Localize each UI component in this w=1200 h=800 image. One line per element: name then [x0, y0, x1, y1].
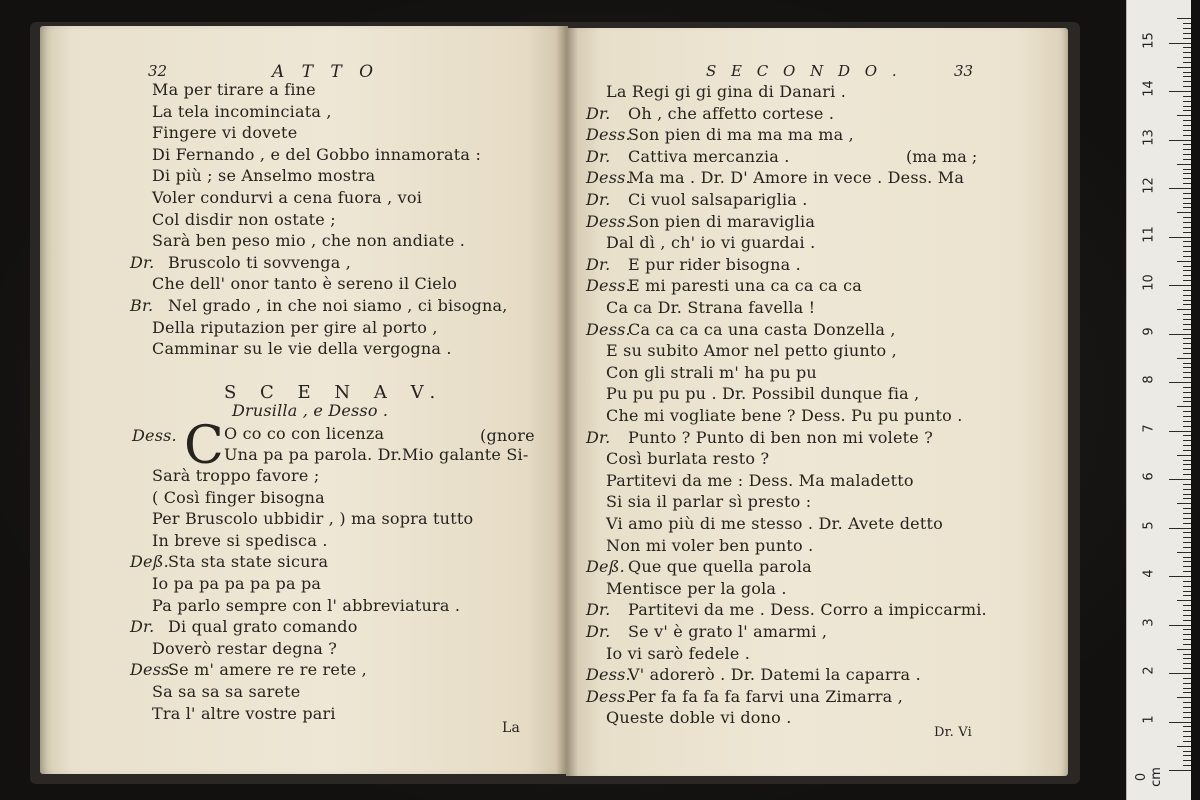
catchword: La: [502, 720, 521, 736]
verse-line: Sarà troppo favore ;: [152, 466, 320, 485]
verse-line-turnover: (ma ma ;: [906, 146, 978, 166]
verse-line: Partitevi da me . Dess. Corro a impiccarmi.: [628, 600, 987, 620]
ruler-label: 9: [1141, 326, 1157, 336]
ruler-tick: [1169, 528, 1191, 529]
ruler-tick: [1183, 169, 1191, 170]
ruler-label: 15: [1141, 31, 1157, 49]
ruler-tick: [1183, 460, 1191, 461]
ruler-tick: [1177, 649, 1191, 650]
ruler-tick: [1183, 586, 1191, 587]
ruler-tick: [1183, 101, 1191, 102]
ruler-label: 14: [1141, 80, 1157, 97]
speaker-label: Br.: [130, 296, 154, 315]
ruler-tick: [1183, 266, 1191, 267]
verse-line: Di Fernando , e del Gobbo innamorata :: [152, 144, 482, 164]
ruler-tick: [1183, 654, 1191, 655]
verse-line-turnover: (gnore: [480, 426, 535, 445]
speaker-label: Deß.: [586, 557, 625, 577]
verse-line: Bruscolo ti sovvenga ,: [168, 252, 352, 272]
verse-line: Di più ; se Anselmo mostra: [152, 166, 376, 186]
verse-line: Ca ca ca ca una casta Donzella ,: [628, 319, 896, 339]
ruler-tick: [1183, 508, 1191, 509]
speaker-label: Dr.: [130, 252, 155, 272]
ruler-tick: [1183, 47, 1191, 48]
verse-line: ( Così finger bisogna: [152, 487, 325, 507]
speaker-label: Dr.: [586, 427, 611, 447]
verse-line: Per Bruscolo ubbidir , ) ma sopra tutto: [152, 509, 474, 529]
speaker-label: Dr.: [586, 254, 611, 274]
ruler-tick: [1183, 144, 1191, 145]
ruler-tick: [1183, 620, 1191, 621]
ruler-label: 10: [1141, 274, 1157, 291]
right-page: [566, 28, 1068, 776]
ruler-tick: [1183, 426, 1191, 427]
running-header: S E C O N D O .: [706, 62, 902, 80]
ruler-tick: [1183, 726, 1191, 727]
ruler-tick: [1183, 765, 1191, 766]
ruler-tick: [1169, 43, 1191, 44]
ruler-label: 8: [1141, 375, 1157, 384]
ruler-tick: [1183, 353, 1191, 354]
verse-line: Sta sta state sicura: [168, 552, 329, 572]
ruler-label: 0 cm: [1134, 767, 1164, 787]
scene-characters: Drusilla , e Desso .: [232, 401, 389, 420]
speaker-label: Dess.: [130, 660, 175, 680]
ruler-tick: [1169, 285, 1191, 286]
verse-line: Oh , che affetto cortese .: [628, 103, 835, 123]
ruler-tick: [1183, 178, 1191, 179]
ruler-tick: [1183, 615, 1191, 616]
verse-line: E mi paresti una ca ca ca ca: [628, 276, 862, 296]
ruler-tick: [1177, 67, 1191, 68]
ruler-tick: [1183, 644, 1191, 645]
verse-line: Mentisce per la gola .: [606, 578, 787, 598]
speaker-label: Dess.: [586, 686, 631, 706]
ruler-tick: [1169, 673, 1191, 674]
ruler-tick: [1183, 135, 1191, 136]
ruler-tick: [1183, 28, 1191, 29]
speaker-label: Dr.: [586, 146, 611, 166]
ruler-tick: [1183, 314, 1191, 315]
ruler-tick: [1177, 746, 1191, 747]
ruler-tick: [1183, 731, 1191, 732]
ruler-label: 7: [1141, 423, 1157, 433]
verse-line: Ma ma . Dr. D' Amore in vece . Dess. Ma: [628, 168, 965, 188]
speaker-label: Dess.: [586, 211, 631, 231]
ruler-tick: [1183, 411, 1191, 412]
ruler-tick: [1183, 304, 1191, 305]
ruler-tick: [1183, 348, 1191, 349]
ruler-tick: [1183, 566, 1191, 567]
ruler-tick: [1183, 498, 1191, 499]
ruler-tick: [1183, 571, 1191, 572]
ruler-tick: [1169, 140, 1191, 141]
ruler-tick: [1183, 523, 1191, 524]
ruler-tick: [1169, 431, 1191, 432]
ruler-tick: [1183, 518, 1191, 519]
ruler-tick: [1183, 377, 1191, 378]
ruler-tick: [1183, 435, 1191, 436]
book-gutter: [556, 26, 578, 776]
ruler-tick: [1183, 329, 1191, 330]
verse-line: O co co con licenza: [224, 424, 385, 443]
ruler-tick: [1183, 372, 1191, 373]
verse-line: Se m' amere re re rete ,: [168, 660, 367, 680]
ruler-tick: [1183, 227, 1191, 228]
ruler-tick: [1183, 397, 1191, 398]
ruler-tick: [1169, 334, 1191, 335]
ruler-label: 11: [1141, 225, 1157, 243]
speaker-label: Dess.: [586, 125, 631, 145]
ruler-tick: [1183, 692, 1191, 693]
verse-line: Ma per tirare a fine: [152, 80, 316, 99]
verse-line: Sarà ben peso mio , che non andiate .: [152, 231, 466, 251]
verse-line: Ca ca Dr. Strana favella !: [606, 298, 816, 317]
ruler-tick: [1169, 576, 1191, 577]
verse-line: Nel grado , in che noi siamo , ci bisogna,: [168, 296, 508, 315]
verse-line: La Regi gi gi gina di Danari .: [606, 82, 846, 101]
ruler-tick: [1183, 678, 1191, 679]
ruler-tick: [1177, 115, 1191, 116]
ruler-tick: [1183, 319, 1191, 320]
ruler-tick: [1183, 23, 1191, 24]
ruler-tick: [1183, 474, 1191, 475]
ruler-tick: [1183, 324, 1191, 325]
ruler-tick: [1183, 251, 1191, 252]
ruler-tick: [1183, 392, 1191, 393]
ruler-tick: [1169, 91, 1191, 92]
verse-line: Con gli strali m' ha pu pu: [606, 362, 817, 382]
ruler-tick: [1183, 707, 1191, 708]
ruler-tick: [1169, 625, 1191, 626]
ruler-tick: [1183, 110, 1191, 111]
ruler-tick: [1177, 358, 1191, 359]
ruler-tick: [1183, 542, 1191, 543]
verse-line: Io vi sarò fedele .: [606, 643, 751, 663]
ruler-tick: [1177, 600, 1191, 601]
ruler-tick: [1183, 595, 1191, 596]
ruler-tick: [1183, 338, 1191, 339]
ruler-tick: [1183, 736, 1191, 737]
ruler-tick: [1183, 755, 1191, 756]
ruler-tick: [1183, 130, 1191, 131]
speaker-label: Dess.: [586, 319, 631, 339]
verse-line: Dal dì , ch' io vi guardai .: [606, 233, 816, 253]
ruler-tick: [1183, 547, 1191, 548]
verse-line: Che dell' onor tanto è sereno il Cielo: [152, 274, 458, 294]
ruler-tick: [1183, 581, 1191, 582]
ruler-label: 1: [1141, 714, 1157, 724]
ruler-tick: [1183, 38, 1191, 39]
verse-line: Così burlata resto ?: [606, 449, 770, 469]
ruler-tick: [1183, 702, 1191, 703]
ruler-tick: [1183, 513, 1191, 514]
ruler-tick: [1177, 261, 1191, 262]
ruler-tick: [1183, 246, 1191, 247]
ruler-tick: [1183, 421, 1191, 422]
ruler-label: 3: [1141, 617, 1157, 627]
verse-line: Partitevi da me : Dess. Ma maladetto: [606, 470, 914, 490]
verse-line: Se v' è grato l' amarmi ,: [628, 622, 828, 641]
ruler-tick: [1183, 484, 1191, 485]
ruler-tick: [1183, 605, 1191, 606]
verse-line: Per fa fa fa fa farvi una Zimarra ,: [628, 686, 903, 706]
ruler-tick: [1177, 18, 1191, 19]
ruler-tick: [1183, 106, 1191, 107]
ruler-tick: [1183, 363, 1191, 364]
ruler-tick: [1183, 256, 1191, 257]
verse-line: Pu pu pu pu . Dr. Possibil dunque fia ,: [606, 384, 920, 404]
ruler-tick: [1183, 668, 1191, 669]
ruler-tick: [1183, 62, 1191, 63]
ruler-tick: [1183, 494, 1191, 495]
ruler-tick: [1183, 450, 1191, 451]
verse-line: Son pien di ma ma ma ma ,: [628, 125, 854, 145]
ruler-tick: [1183, 591, 1191, 592]
verse-line: Tra l' altre vostre pari: [152, 703, 336, 723]
left-page: [40, 26, 568, 774]
verse-line: V' adorerò . Dr. Datemi la caparra .: [628, 665, 921, 685]
verse-line: Cattiva mercanzia .: [628, 146, 790, 166]
ruler-tick: [1177, 455, 1191, 456]
ruler-tick: [1183, 445, 1191, 446]
speaker-label: Dr.: [586, 622, 611, 641]
ruler-tick: [1183, 57, 1191, 58]
verse-line: Pa parlo sempre con l' abbreviatura .: [152, 595, 461, 615]
ruler-tick: [1177, 406, 1191, 407]
ruler-tick: [1177, 552, 1191, 553]
ruler-tick: [1177, 164, 1191, 165]
ruler-label: 4: [1141, 569, 1157, 578]
verse-line: Doverò restar degna ?: [152, 638, 338, 658]
ruler-tick: [1169, 770, 1191, 771]
page-number: 32: [148, 62, 168, 80]
verse-line: Della riputazion per gire al porto ,: [152, 317, 438, 337]
ruler-tick: [1183, 86, 1191, 87]
verse-line: Son pien di maraviglia: [628, 211, 816, 231]
ruler-tick: [1183, 440, 1191, 441]
speaker-label: Dess.: [586, 276, 631, 296]
ruler-tick: [1183, 489, 1191, 490]
ruler-tick: [1169, 479, 1191, 480]
ruler-tick: [1183, 401, 1191, 402]
speaker-label: Dr.: [586, 103, 611, 123]
verse-line: Camminar su le vie della vergogna .: [152, 339, 452, 359]
ruler-tick: [1169, 188, 1191, 189]
verse-line: In breve si spedisca .: [152, 530, 328, 550]
ruler-tick: [1183, 387, 1191, 388]
ruler-tick: [1183, 154, 1191, 155]
ruler-tick: [1183, 280, 1191, 281]
ruler-tick: [1169, 722, 1191, 723]
drop-cap: C: [184, 416, 224, 476]
catchword: Dr. Vi: [934, 725, 972, 740]
ruler-tick: [1169, 237, 1191, 238]
verse-line: Queste doble vi dono .: [606, 708, 792, 728]
ruler-tick: [1183, 52, 1191, 53]
ruler-tick: [1183, 712, 1191, 713]
ruler-tick: [1183, 33, 1191, 34]
page-number: 33: [954, 62, 974, 80]
ruler-tick: [1183, 295, 1191, 296]
ruler-tick: [1183, 760, 1191, 761]
ruler-tick: [1183, 193, 1191, 194]
ruler-tick: [1183, 610, 1191, 611]
verse-line: Di qual grato comando: [168, 617, 358, 637]
ruler-tick: [1183, 76, 1191, 77]
verse-line: Vi amo più di me stesso . Dr. Avete detto: [606, 514, 943, 533]
speaker-label: Dess.: [132, 426, 177, 445]
ruler-tick: [1183, 658, 1191, 659]
verse-line: Voler condurvi a cena fuora , voi: [152, 188, 423, 207]
ruler-tick: [1183, 72, 1191, 73]
ruler-tick: [1177, 212, 1191, 213]
ruler-tick: [1177, 503, 1191, 504]
speaker-label: Dr.: [586, 190, 611, 209]
ruler-tick: [1183, 241, 1191, 242]
verse-line: Che mi vogliate bene ? Dess. Pu pu punto .: [606, 406, 963, 425]
ruler-tick: [1183, 203, 1191, 204]
ruler-tick: [1183, 81, 1191, 82]
ruler-tick: [1183, 464, 1191, 465]
ruler-tick: [1183, 173, 1191, 174]
ruler-tick: [1183, 469, 1191, 470]
running-header: A T T O: [272, 62, 380, 82]
measuring-ruler: [1126, 0, 1191, 800]
verse-line: Punto ? Punto di ben non mi volete ?: [628, 427, 933, 447]
ruler-tick: [1183, 561, 1191, 562]
ruler-tick: [1183, 367, 1191, 368]
verse-line: Fingere vi dovete: [152, 123, 298, 143]
ruler-tick: [1183, 120, 1191, 121]
ruler-tick: [1183, 159, 1191, 160]
verse-line: La tela incominciata ,: [152, 101, 332, 121]
ruler-tick: [1183, 222, 1191, 223]
ruler-tick: [1183, 96, 1191, 97]
verse-line: E pur rider bisogna .: [628, 254, 801, 274]
ruler-tick: [1183, 270, 1191, 271]
speaker-label: Dess.: [586, 168, 631, 188]
ruler-tick: [1183, 207, 1191, 208]
ruler-tick: [1183, 232, 1191, 233]
ruler-tick: [1183, 639, 1191, 640]
ruler-label: 12: [1141, 177, 1157, 194]
speaker-label: Dess.: [586, 665, 631, 685]
verse-line: Col disdir non ostate ;: [152, 209, 336, 229]
speaker-label: Deß.: [130, 552, 169, 572]
ruler-tick: [1183, 532, 1191, 533]
speaker-label: Dr.: [586, 600, 611, 620]
ruler-tick: [1183, 741, 1191, 742]
ruler-tick: [1183, 149, 1191, 150]
ruler-tick: [1183, 183, 1191, 184]
ruler-tick: [1183, 751, 1191, 752]
verse-line: Sa sa sa sa sarete: [152, 682, 301, 701]
verse-line: Ci vuol salsapariglia .: [628, 190, 808, 209]
speaker-label: Dr.: [130, 617, 155, 637]
verse-line: Si sia il parlar sì presto :: [606, 492, 812, 512]
ruler-tick: [1183, 300, 1191, 301]
ruler-tick: [1183, 125, 1191, 126]
ruler-tick: [1183, 683, 1191, 684]
ruler-tick: [1183, 217, 1191, 218]
verse-line: Que que quella parola: [628, 557, 812, 577]
verse-line: Non mi voler ben punto .: [606, 535, 814, 555]
ruler-tick: [1183, 688, 1191, 689]
ruler-tick: [1183, 198, 1191, 199]
ruler-tick: [1183, 343, 1191, 344]
ruler-label: 2: [1141, 666, 1157, 675]
ruler-tick: [1183, 416, 1191, 417]
verse-line: Una pa pa parola. Dr.Mio galante Si-: [224, 445, 529, 464]
ruler-tick: [1183, 537, 1191, 538]
ruler-tick: [1183, 663, 1191, 664]
ruler-tick: [1183, 275, 1191, 276]
ruler-tick: [1177, 697, 1191, 698]
ruler-label: 13: [1141, 128, 1157, 146]
ruler-tick: [1183, 290, 1191, 291]
ruler-label: 5: [1141, 520, 1157, 530]
scene-title: S C E N A V.: [224, 382, 445, 403]
ruler-tick: [1183, 629, 1191, 630]
ruler-tick: [1183, 557, 1191, 558]
ruler-tick: [1183, 717, 1191, 718]
ruler-tick: [1183, 634, 1191, 635]
verse-line: E su subito Amor nel petto giunto ,: [606, 341, 897, 361]
ruler-label: 6: [1141, 472, 1157, 481]
ruler-tick: [1169, 382, 1191, 383]
ruler-tick: [1177, 309, 1191, 310]
verse-line: Io pa pa pa pa pa pa: [152, 574, 322, 593]
